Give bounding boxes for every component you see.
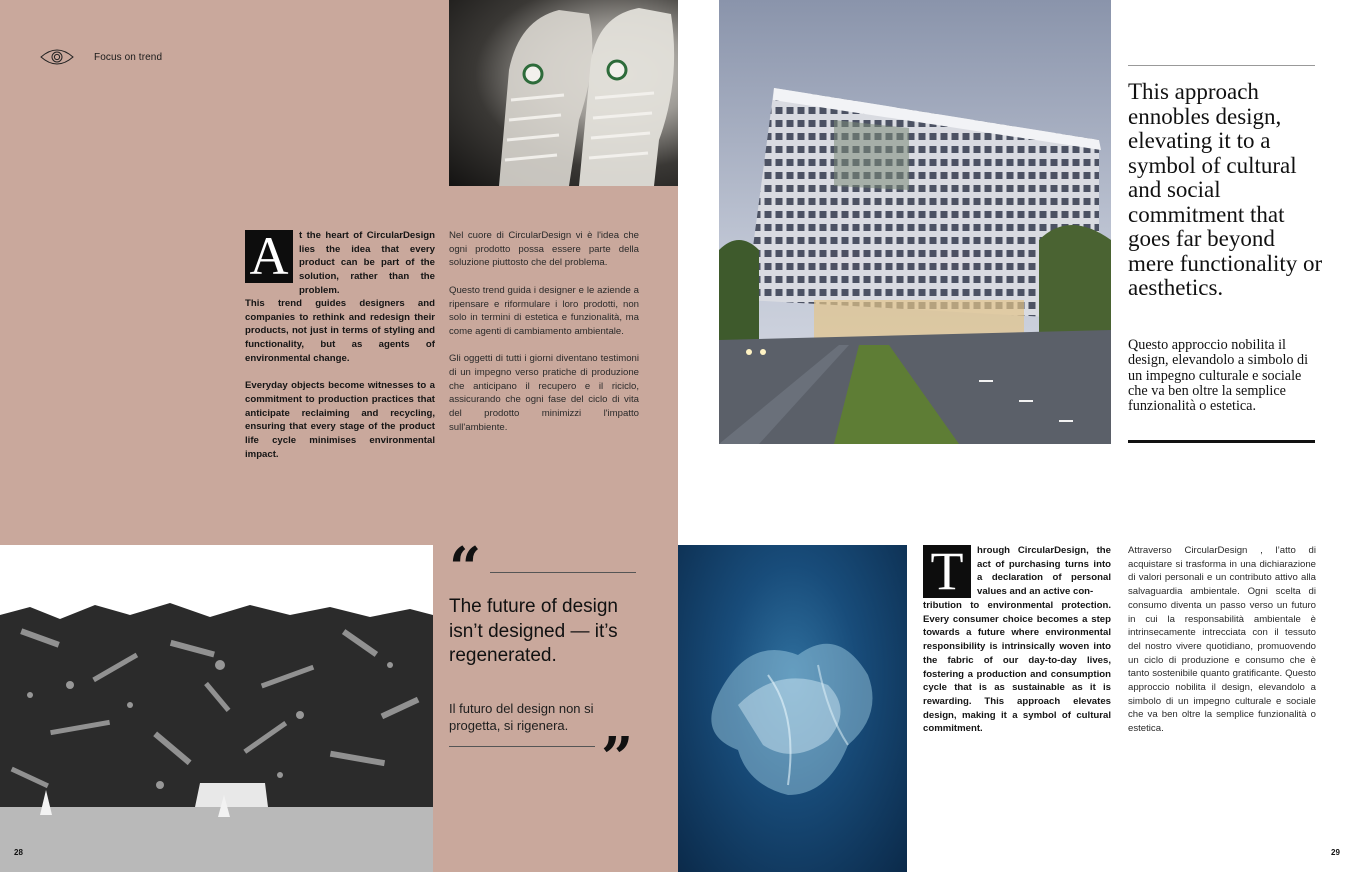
italian-paragraph-1: Nel cuore di CircularDesign vi è l'idea che ogni prodotto possa essere parte della soluzione piuttosto che del problema. (449, 230, 639, 269)
page-number-left: 28 (14, 848, 23, 857)
pull-quote-rule-top (1128, 65, 1315, 66)
italian-column (449, 229, 639, 448)
drop-cap-right: T (923, 545, 971, 598)
open-quote-mark: “ (449, 535, 482, 601)
scrap-metal-photo (0, 545, 433, 872)
close-quote-mark: ” (601, 725, 634, 791)
english-column (245, 297, 435, 475)
pull-quote-translation: Il futuro del design non si progetta, si rigenera. (449, 701, 594, 733)
english-paragraph-2: This trend guides designers and companies to rethink and redesign their products, not just in terms of styling and functionality, but as agents of environmental change. (245, 298, 435, 364)
right-english-column (923, 599, 1111, 736)
intro-text: t the heart of CircularDesign lies the idea that every product can be part of the solution, rather than the problem. (299, 230, 435, 296)
pull-quote-rule-bottom (1128, 440, 1315, 443)
drop-cap: A (245, 230, 293, 283)
italian-paragraph-2: Questo trend guida i designer e le aziende a ripensare e riformulare i loro prodotti, non solo in termini di estetica e funzionalità, ma come agenti di cambiamento ambientale. (449, 284, 639, 337)
right-intro-paragraph (977, 544, 1111, 599)
sneakers-photo (449, 0, 678, 186)
right-intro-text: hrough CircularDesign, the act of purchasing turns into a declaration of personal values and an active con- (977, 545, 1111, 598)
quote-rule-bottom (449, 746, 595, 747)
right-italian-text: Attraverso CircularDesign , l’atto di acquistare si trasforma in una dichiarazione di valori personali e un contributo attivo alla salvaguardia ambientale. Ogni scelta di consumo diventa un passo verso un futuro in cui la responsabilità ambientale è intrinsecamente intrecciata con il tessuto del nostro vivere quotidiano, promuovendo un ciclo di produzione e consumo che è tanto sostenibile quanto gratificante. Questo approccio nobilita il design, elevandolo a simbolo di un impegno culturale e sociale che va ben oltre la semplice funzionalità o estetica. (1128, 545, 1316, 735)
right-pull-quote: This approach ennobles design, elevating it to a symbol of cultural and social commitment that goes far beyond mere functionality or aesthetics. (1128, 79, 1323, 300)
section-label: Focus on trend (94, 51, 163, 63)
english-paragraph-3: Everyday objects become witnesses to a commitment to production practices that anticipate reclaiming and recycling, ensuring that every stage of the product life cycle minimises environmental impact. (245, 380, 435, 460)
right-english-text: tribution to environmental protection. Every consumer choice becomes a step towards a future where environmental responsibility is intrinsically woven into the fabric of our day-to-day lives, fostering a production and consumption cycle that is as sustainable as it is rewarding. This approach elevates design, making it a symbol of cultural commitment. (923, 600, 1111, 735)
page-number-right: 29 (1331, 848, 1340, 857)
right-italian-column (1128, 544, 1316, 736)
pull-quote: The future of design isn’t designed — it’s regenerated. (449, 596, 618, 666)
office-building-photo (719, 0, 1111, 444)
right-pull-quote-translation: Questo approccio nobilita il design, elevandolo a simbolo di un impegno culturale e sociale che va ben oltre la semplice funzionalità o estetica. (1128, 337, 1309, 415)
quote-rule-top (490, 572, 636, 573)
italian-paragraph-3: Gli oggetti di tutti i giorni diventano testimoni di un impegno verso pratiche di produzione che anticipano il recupero e il riciclo, assicurando che ogni fase del ciclo di vita del prodotto minimizzi l'impatto sull'ambiente. (449, 353, 639, 433)
section-header (40, 48, 162, 66)
eye-icon (40, 48, 74, 66)
plastic-bag-underwater-photo (678, 545, 907, 872)
